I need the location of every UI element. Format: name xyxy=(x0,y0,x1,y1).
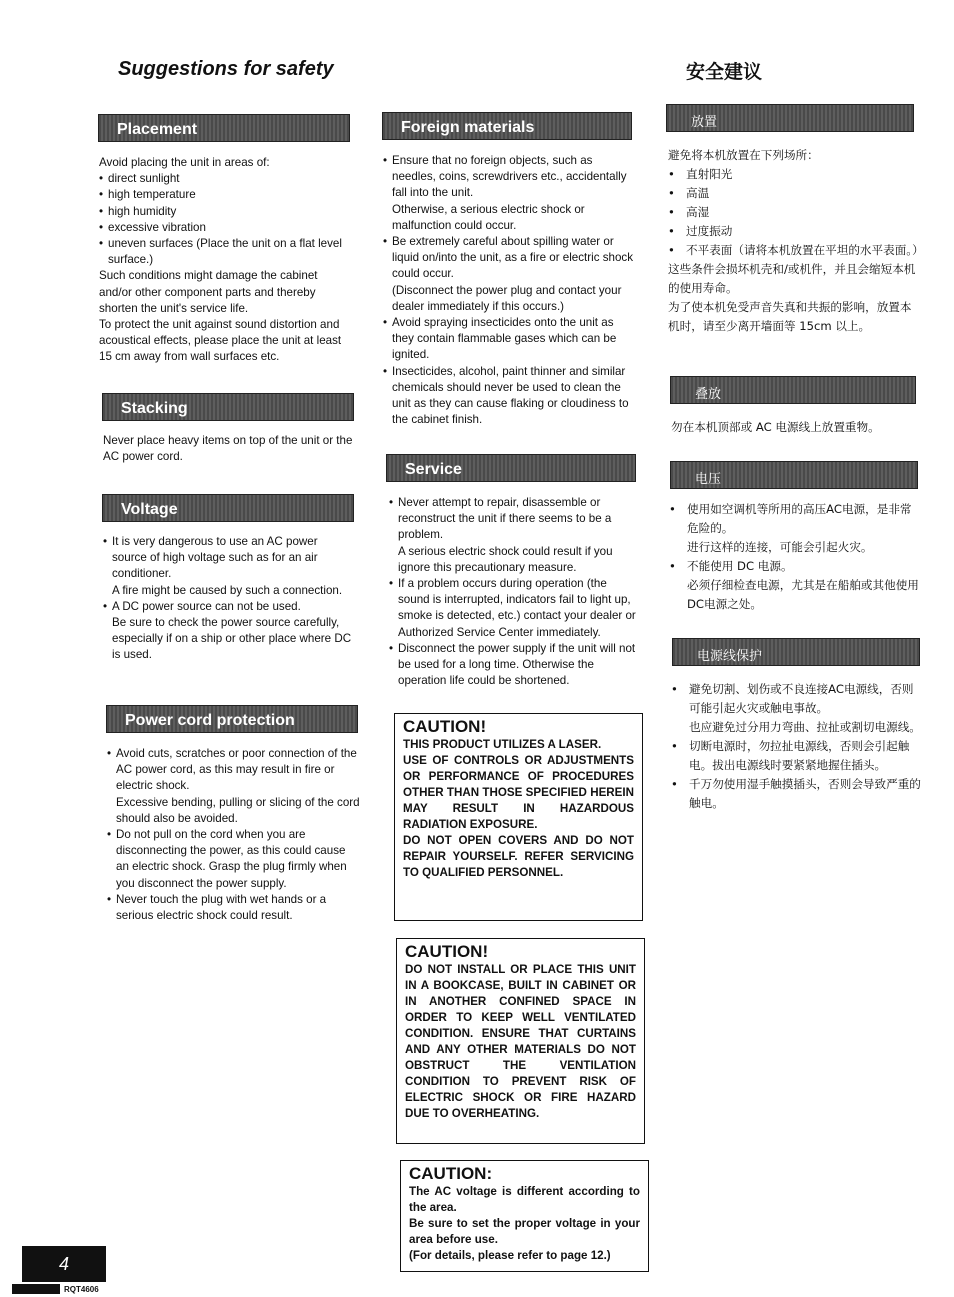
voltage-section-zh: • 使用如空调机等所用的高压AC电源，是非常危险的。 进行这样的连接，可能会引起火灾。 • 不能使用 DC 电源。 必须仔细检查电源，尤其是在船舶或其他使用DC电源之处。 xyxy=(669,500,921,614)
list-item: • Ensure that no foreign objects, such as needles, coins, screwdrivers etc., accidentally fall into the unit. xyxy=(383,154,627,200)
page-title-zh: 安全建议 xyxy=(686,61,763,83)
list-item: • 切断电源时，勿拉扯电源线，否则会引起触电。拔出电源线时要紧紧地握住插头。 xyxy=(671,739,910,772)
caution-title: CAUTION! xyxy=(405,942,489,961)
caution-title: CAUTION: xyxy=(409,1164,493,1183)
list-item: • 直射阳光 xyxy=(668,167,733,181)
list-item: • 过度振动 xyxy=(668,224,733,238)
placement-para: To protect the unit against sound distortion and acoustical effects, please place the unit at least 15 cm away from wall surfaces etc. xyxy=(99,318,342,364)
voltage-section: • It is very dangerous to use an AC power source of high voltage such as for an air conditioner. A fire might be caused by such a connection. • A DC power source can not be used. Be sure to check the power source carefully, especially if on a ship or other place where DC is used. xyxy=(103,534,355,664)
stacking-text-zh: 勿在本机顶部或 AC 电源线上放置重物。 xyxy=(671,420,880,434)
list-item: • A DC power source can not be used. xyxy=(103,599,301,613)
list-item: • It is very dangerous to use an AC power source of high voltage such as for an air conditioner. xyxy=(103,535,318,581)
placement-para: Such conditions might damage the cabinet and/or other component parts and thereby shorten the unit's service life. xyxy=(99,269,318,315)
stacking-heading-zh: 叠放 xyxy=(670,376,916,404)
document-code: RQT4606 xyxy=(64,1285,99,1294)
list-item: • Do not pull on the cord when you are disconnecting the power, as this could cause an electric shock. Grasp the plug firmly when you disconnect the power supply. xyxy=(107,828,347,890)
placement-heading: Placement xyxy=(98,114,350,142)
list-item: • 不平表面（请将本机放置在平坦的水平表面。） xyxy=(668,243,924,257)
caution-voltage-box xyxy=(400,1160,649,1272)
footer-mark xyxy=(12,1284,60,1294)
caution-text: THIS PRODUCT UTILIZES A LASER. USE OF CONTROLS OR ADJUSTMENTS OR PERFORMANCE OF PROCEDURES OTHER THAN THOSE SPECIFIED HEREIN MAY RESULT IN HAZARDOUS RADIATION EXPOSURE. DO NOT OPEN COVERS AND DO NOT REPAIR YOURSELF. REFER SERVICING TO QUALIFIED PERSONNEL. xyxy=(403,738,634,879)
list-item: • Insecticides, alcohol, paint thinner and similar chemicals should never be used to clean the unit as they can cause flaking or cloudiness to the cabinet finish. xyxy=(383,364,629,427)
power-cord-heading-zh: 电源线保护 xyxy=(672,638,920,666)
list-item: • high humidity xyxy=(99,204,177,218)
caution-title: CAUTION! xyxy=(403,717,487,736)
caution-text: The AC voltage is different according to the area. Be sure to set the proper voltage in your area before use. (For details, please refer to page 12.) xyxy=(409,1185,640,1262)
list-item: • excessive vibration xyxy=(99,220,206,234)
list-item: • uneven surfaces (Place the unit on a flat level surface.) xyxy=(99,237,342,267)
caution-laser-box xyxy=(394,713,643,921)
list-item: • Avoid cuts, scratches or poor connection of the AC power cord, as this may result in fire or electric shock. xyxy=(107,747,357,793)
list-item: • 使用如空调机等所用的高压AC电源，是非常危险的。 xyxy=(669,502,912,535)
service-heading: Service xyxy=(386,454,636,482)
stacking-heading: Stacking xyxy=(102,393,354,421)
foreign-heading: Foreign materials xyxy=(382,112,632,140)
voltage-heading: Voltage xyxy=(102,494,354,522)
list-item: • high temperature xyxy=(99,188,196,202)
list-item: • Avoid spraying insecticides onto the unit as they contain flammable gases which can be ignited. xyxy=(383,316,617,362)
stacking-text: Never place heavy items on top of the unit or the AC power cord. xyxy=(103,434,353,464)
caution-text: DO NOT INSTALL OR PLACE THIS UNIT IN A BOOKCASE, BUILT IN CABINET OR IN ANOTHER CONFINED SPACE IN ORDER TO KEEP WELL VENTILATED CONDITION. ENSURE THAT CURTAINS AND ANY OTHER MATERIALS DO NOT OBSTRUCT THE VENTILATION CONDITION TO PREVENT RISK OF ELECTRIC SHOCK OR FIRE HAZARD DUE TO OVERHEATING. xyxy=(405,963,636,1120)
list-item: • 千万勿使用湿手触摸插头，否则会导致严重的触电。 xyxy=(671,777,921,810)
placement-section-zh: 避免将本机放置在下列场所： • 直射阳光 • 高温 • 高湿 • 过度振动 • 不平表面（请将本机放置在平坦的水平表面。） 这些条件会损坏机壳和/或机件，并且会缩短本机的使用寿命。 为了使本机免受声音失真和共振的影响，放置本机时，请至少离开墙面等 15cm 以上。 xyxy=(668,148,924,333)
caution-ventilation-box xyxy=(396,938,645,1144)
list-item: • Never attempt to repair, disassemble or reconstruct the unit if there seems to be a problem. xyxy=(389,496,612,542)
placement-section xyxy=(99,155,353,366)
foreign-section: • Ensure that no foreign objects, such as needles, coins, screwdrivers etc., accidentally fall into the unit. Otherwise, a serious electric shock or malfunction could occur. • Be extremely careful about spilling water or liquid on/into the unit, as a fire or electric shock could occur. (Disconnect the power plug and contact your dealer immediately if this occurs.) • Avoid spraying insecticides onto the unit as they contain flammable gases which can be ignited. • Insecticides, alcohol, paint thinner and similar chemicals should never be used to clean the unit as they can cause flaking or cloudiness to the cabinet finish. xyxy=(383,153,635,428)
list-item: • 避免切割、划伤或不良连接AC电源线，否则可能引起火灾或触电事故。 xyxy=(671,682,914,715)
page-number: 4 xyxy=(22,1246,106,1282)
voltage-heading-zh: 电压 xyxy=(670,461,918,489)
placement-heading-zh: 放置 xyxy=(666,104,914,132)
list-item: • 高温 xyxy=(668,186,710,200)
list-item: • If a problem occurs during operation (the sound is interrupted, indicators fail to light up, smoke is detected, etc.) contact your dealer or Authorized Service Center immediately. xyxy=(389,577,636,639)
placement-intro: Avoid placing the unit in areas of: xyxy=(99,156,270,169)
list-item: • 不能使用 DC 电源。 xyxy=(669,559,793,573)
page-title-en: Suggestions for safety xyxy=(118,58,334,80)
list-item: • Be extremely careful about spilling water or liquid on/into the unit, as a fire or electric shock could occur. xyxy=(383,235,634,281)
power-cord-section: • Avoid cuts, scratches or poor connection of the AC power cord, as this may result in fire or electric shock. Excessive bending, pulling or slicing of the cord should also be avoided. • Do not pull on the cord when you are disconnecting the power, as this could cause an electric shock. Grasp the plug firmly when you disconnect the power supply. • Never touch the plug with wet hands or a serious electric shock could result. xyxy=(107,746,361,924)
list-item: • Disconnect the power supply if the unit will not be used for a long time. Otherwise the operation life could be shortened. xyxy=(389,641,636,688)
power-cord-section-zh: • 避免切割、划伤或不良连接AC电源线，否则可能引起火灾或触电事故。 也应避免过分用力弯曲、拉扯或割切电源线。 • 切断电源时，勿拉扯电源线，否则会引起触电。拔出电源线时要紧紧地握住插头。 • 千万勿使用湿手触摸插头，否则会导致严重的触电。 xyxy=(671,680,923,813)
power-cord-heading: Power cord protection xyxy=(106,705,358,733)
list-item: • direct sunlight xyxy=(99,172,180,186)
list-item: • Never touch the plug with wet hands or a serious electric shock could result. xyxy=(107,892,327,923)
list-item: • 高湿 xyxy=(668,205,710,219)
service-section: • Never attempt to repair, disassemble or reconstruct the unit if there seems to be a problem. A serious electric shock could result if you ignore this precautionary measure. • If a problem occurs during operation (the sound is interrupted, indicators fail to light up, smoke is detected, etc.) contact your dealer or Authorized Service Center immediately. • Disconnect the power supply if the unit will not be used for a long time. Otherwise the operation life could be shortened. xyxy=(389,495,639,689)
